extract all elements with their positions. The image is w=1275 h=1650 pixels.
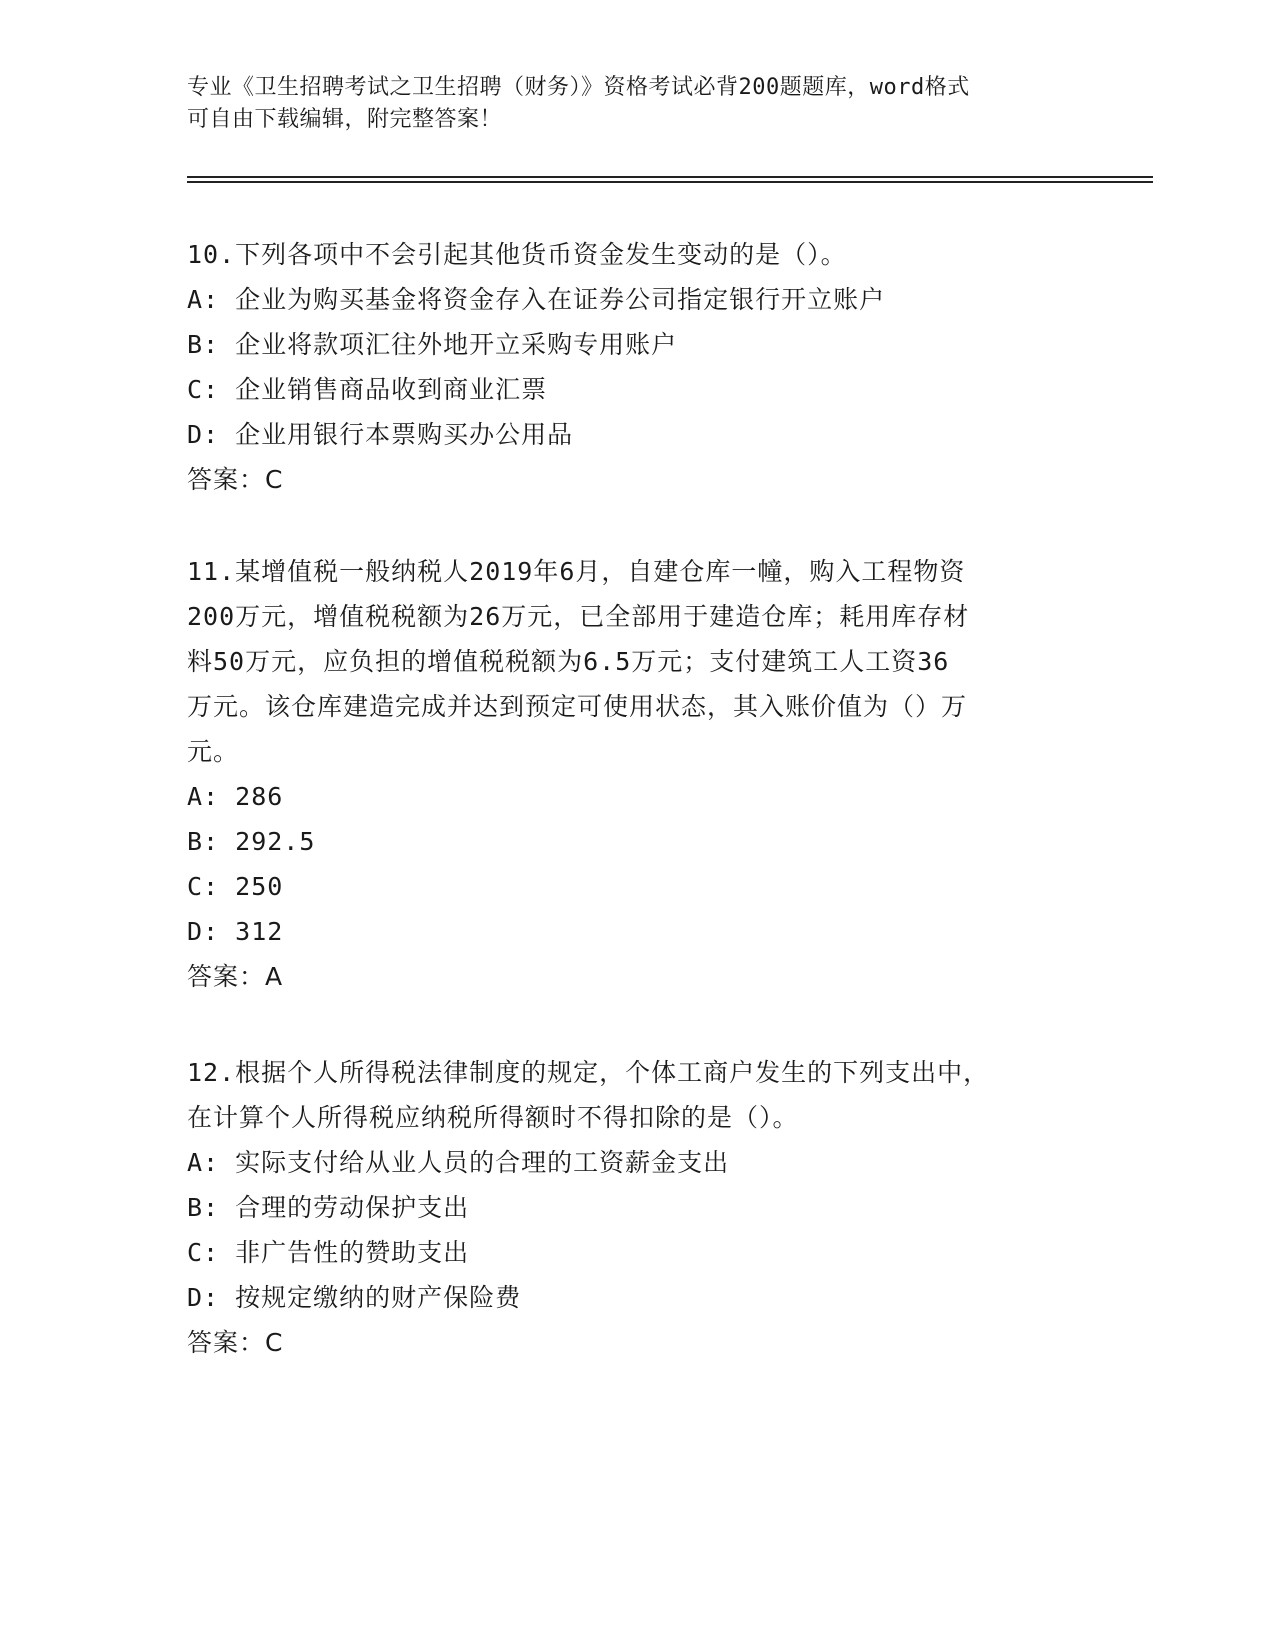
option-c: C: 企业销售商品收到商业汇票 <box>187 375 548 404</box>
option-c: C: 非广告性的赞助支出 <box>187 1238 470 1267</box>
option-d: D: 312 <box>187 917 284 946</box>
option-d: D: 企业用银行本票购买办公用品 <box>187 420 574 449</box>
question-11 <box>187 549 1067 999</box>
question-stem-line: 万元。该仓库建造完成并达到预定可使用状态，其入账价值为（）万 <box>187 692 968 721</box>
question-stem-line: 元。 <box>187 737 240 766</box>
header-divider-bottom <box>187 181 1153 183</box>
header-line-2: 可自由下载编辑，附完整答案！ <box>187 107 503 132</box>
option-c: C: 250 <box>187 872 284 901</box>
question-stem-line: 11.某增值税一般纳税人2019年6月，自建仓库一幢，购入工程物资 <box>187 557 966 586</box>
header-divider-top <box>187 176 1153 178</box>
document-header <box>187 72 1067 136</box>
question-12 <box>187 1050 1067 1365</box>
question-stem-line: 10.下列各项中不会引起其他货币资金发生变动的是（）。 <box>187 240 847 269</box>
question-stem-line: 在计算个人所得税应纳税所得额时不得扣除的是（）。 <box>187 1103 799 1132</box>
option-d: D: 按规定缴纳的财产保险费 <box>187 1283 522 1312</box>
question-stem-line: 12.根据个人所得税法律制度的规定，个体工商户发生的下列支出中， <box>187 1058 990 1087</box>
answer: 答案：C <box>187 465 284 494</box>
option-b: B: 企业将款项汇往外地开立采购专用账户 <box>187 330 678 359</box>
answer: 答案：C <box>187 1328 284 1357</box>
question-stem-line: 料50万元，应负担的增值税税额为6.5万元；支付建筑工人工资36 <box>187 647 950 676</box>
header-line-1: 专业《卫生招聘考试之卫生招聘（财务）》资格考试必背200题题库，word格式 <box>187 75 970 100</box>
option-b: B: 292.5 <box>187 827 316 856</box>
question-stem-line: 200万元，增值税税额为26万元，已全部用于建造仓库；耗用库存材 <box>187 602 970 631</box>
option-b: B: 合理的劳动保护支出 <box>187 1193 470 1222</box>
question-10 <box>187 232 1067 502</box>
option-a: A: 实际支付给从业人员的合理的工资薪金支出 <box>187 1148 730 1177</box>
option-a: A: 企业为购买基金将资金存入在证券公司指定银行开立账户 <box>187 285 886 314</box>
answer: 答案：A <box>187 962 284 991</box>
option-a: A: 286 <box>187 782 284 811</box>
